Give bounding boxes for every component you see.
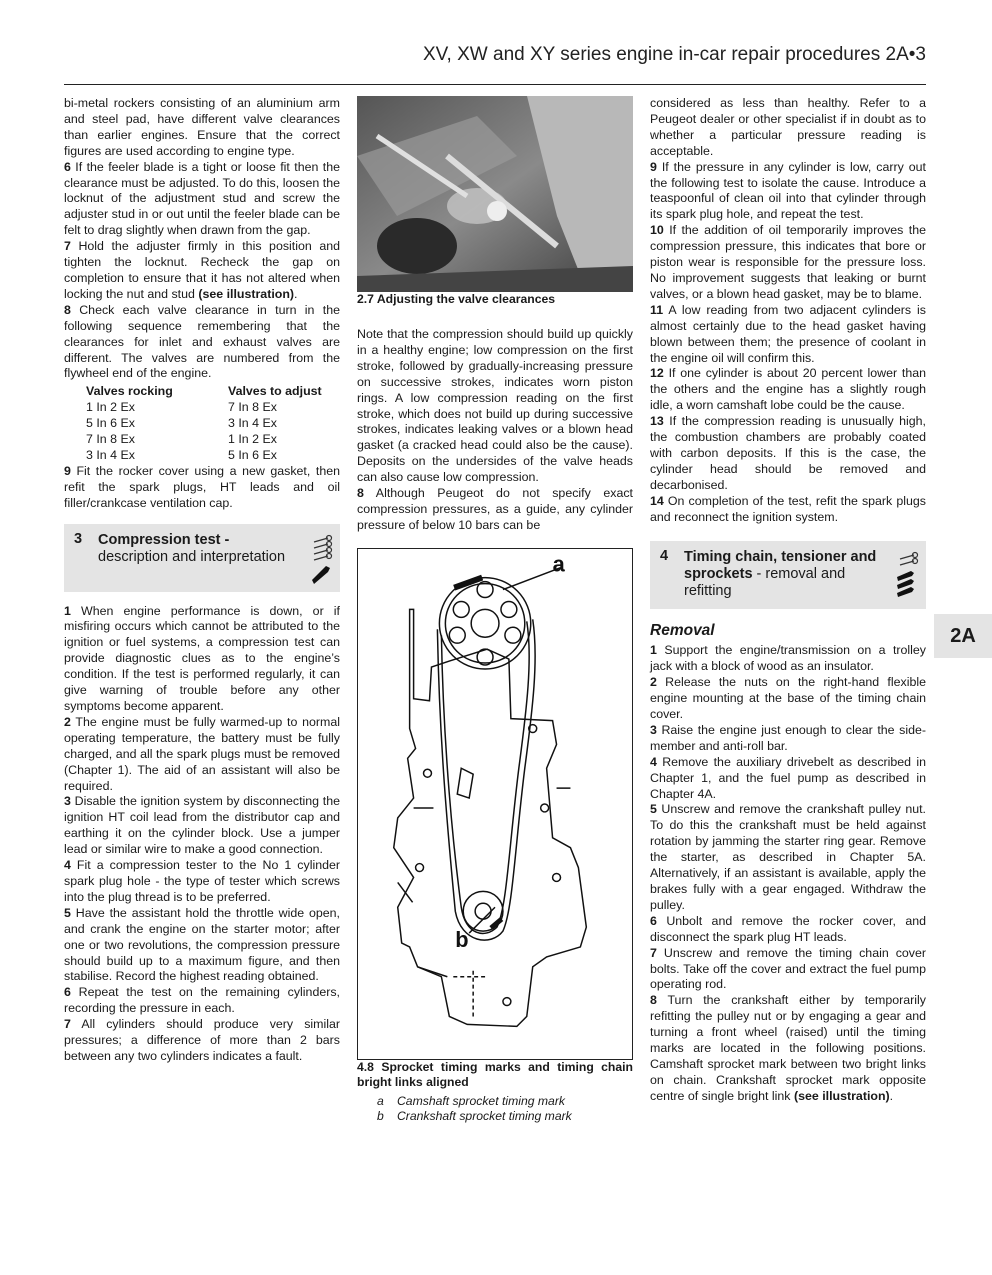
paragraph: considered as less than healthy. Refer to a Peugeot dealer or other specialist if in doubt as to whether a particular pressure reading is acceptable.	[650, 96, 926, 158]
paragraph: 6 If the feeler blade is a tight or loose fit then the clearance must be adjusted. To do this, loosen the locknut of the adjustment stud and screw the adjuster stud in or out until the feeler blade can be felt to drag slightly when drawn from the gap.	[64, 159, 340, 238]
section-number: 3	[74, 530, 83, 547]
callout-a: a	[552, 551, 565, 577]
table-row: 1 In 2 Ex 7 In 8 Ex	[86, 400, 277, 415]
paragraph: 8 Although Peugeot do not specify exact compression pressures, as a guide, any cylinder pressure of below 10 bars can be	[357, 486, 633, 532]
subheading-removal: Removal	[650, 622, 715, 640]
paragraph: 8 Turn the crankshaft either by temporarily refitting the pulley nut or by engaging a gear and turning a front wheel (raised) until the timing marks are located in the following positions. Camshaft sprocket mark between two bright links on chain. Crankshaft sprocket mark opposite centre of single bright link (see illustration).	[650, 993, 926, 1103]
paragraph: 5 Have the assistant hold the throttle wide open, and crank the engine on the starter motor; after one or two revolutions, the compression pressure should build up to a maximum figure, and then stabilise. Record the highest reading obtained.	[64, 905, 340, 984]
column-right	[650, 96, 926, 1105]
table-header: Valves rocking	[86, 384, 173, 399]
paragraph: 1 When engine performance is down, or if misfiring occurs which cannot be attributed to the ignition or fuel systems, a compression test can provide diagnostic clues as to the engine’s condition. If the test is performed regularly, it can give warning of trouble before any other symptoms become apparent.	[64, 603, 340, 713]
paragraph: 4 Remove the auxiliary drivebelt as described in Chapter 1, and the fuel pump as described in Chapter 4A.	[650, 754, 926, 801]
legend-item: a Camshaft sprocket timing mark	[377, 1093, 565, 1108]
section-title: Timing chain, tensioner and sprockets - removal and refitting	[684, 549, 877, 600]
paragraph: 6 Repeat the test on the remaining cylinders, recording the pressure in each.	[64, 985, 340, 1016]
paragraph: 8 Check each valve clearance in turn in the following sequence remembering that the clearances for inlet and exhaust valves are different. The valves are numbered from the flywheel end of the engine.	[64, 302, 340, 381]
section-title: Compression test - description and interpretation	[98, 531, 286, 565]
paragraph: 13 If the compression reading is unusually high, the combustion chambers are probably coated with carbon deposits. If this is the case, the cylinder head should be removed and decarbonised.	[650, 414, 926, 492]
table-header: Valves to adjust	[228, 384, 322, 399]
callout-b: b	[455, 926, 469, 952]
running-head: XV, XW and XY series engine in-car repair procedures 2A•3	[422, 44, 926, 65]
paragraph: 7 All cylinders should produce very similar pressures; a difference of more than 2 bars between any two cylinders indicates a fault.	[64, 1017, 340, 1063]
paragraph: 9 Fit the rocker cover using a new gasket, then refit the spark plugs, HT leads and oil filler/crankcase ventilation cap.	[64, 463, 340, 510]
paragraph: 10 If the addition of oil temporarily improves the compression pressure, this indicates that bore or piston wear is responsible for the pressure loss. No improvement suggests that leaking or burnt valves, or a blown head gasket, may be to blame.	[650, 223, 926, 301]
column-middle	[357, 96, 633, 1125]
paragraph: 14 On completion of the test, refit the spark plugs and reconnect the ignition system.	[650, 493, 926, 524]
valve-sequence-table	[86, 384, 322, 464]
table-row: 7 In 8 Ex 1 In 2 Ex	[86, 432, 277, 447]
table-row: 5 In 6 Ex 3 In 4 Ex	[86, 416, 277, 431]
section-heading-3	[64, 524, 340, 592]
paragraph: bi-metal rockers consisting of an aluminium arm and steel pad, have different valve clearances than earlier engines. Ensure that the correct figures are used according to engine type.	[64, 96, 340, 158]
section-heading-4	[650, 541, 926, 609]
paragraph: 12 If one cylinder is about 20 percent lower than the others and the engine has a slightly rough idle, a worn camshaft lobe could be the cause.	[650, 366, 926, 413]
paragraph: 2 The engine must be fully warmed-up to normal operating temperature, the battery must be fully charged, and all the spark plugs must be removed (Chapter 1). The aid of an assistant will also be required.	[64, 714, 340, 793]
paragraph: 11 A low reading from two adjacent cylinders is almost certainly due to the head gasket having blown between them; the presence of coolant in the engine oil will confirm this.	[650, 302, 926, 365]
legend-item: b Crankshaft sprocket timing mark	[377, 1109, 572, 1124]
table-header-row	[86, 384, 322, 400]
table-row: 3 In 4 Ex 5 In 6 Ex	[86, 447, 277, 462]
valve-clearance-photo	[357, 96, 633, 292]
paragraph: 9 If the pressure in any cylinder is low, carry out the following test to isolate the cause. Introduce a teaspoonful of clean oil into that cylinder through its spark plug hole, and repeat the test.	[650, 159, 926, 222]
paragraph: Note that the compression should build up quickly in a healthy engine; low compression on the first stroke, followed by gradually-increasing pressure on successive strokes, indicates worn piston rings. A low compression reading on the first stroke, which does not build up during successive strokes, indicates leaking valves or a blown head gasket (a cracked head could also be the cause). Deposits on the undersides of the valve heads can also cause low compression.	[357, 327, 633, 485]
paragraph: 7 Hold the adjuster firmly in this position and tighten the locknut. Recheck the gap on completion to ensure that it has not altered when locking the nut and stud (see illustration).	[64, 239, 340, 301]
page-header	[64, 40, 926, 85]
diagram-legend	[357, 1094, 633, 1125]
chapter-tab: 2A	[934, 614, 992, 658]
difficulty-spanners-icon	[894, 551, 920, 603]
paragraph: 2 Release the nuts on the right-hand flexible engine mounting at the base of the timing chain cover.	[650, 675, 926, 721]
paragraph: 7 Unscrew and remove the timing chain cover bolts. Take off the cover and extract the fuel pump operating rod.	[650, 945, 926, 992]
diagram-caption: 4.8 Sprocket timing marks and timing chain bright links aligned	[357, 1059, 633, 1089]
paragraph: 5 Unscrew and remove the crankshaft pulley nut. To do this the crankshaft must be held against rotation by jamming the starter ring gear. Remove the starter, as described in Chapter 5A. Alternatively, if an assistant is available, apply the brakes fully with a gear engaged. Withdraw the pulley.	[650, 802, 926, 912]
timing-chain-diagram	[357, 548, 633, 1060]
paragraph: 3 Raise the engine just enough to clear the side-member and anti-roll bar.	[650, 722, 926, 753]
section-number: 4	[660, 548, 669, 565]
paragraph: 6 Unbolt and remove the rocker cover, and disconnect the spark plug HT leads.	[650, 913, 926, 944]
paragraph: 3 Disable the ignition system by disconnecting the ignition HT coil lead from the distributor cap and earthing it on the cylinder block. Use a jumper lead or similar wire to make a good connection.	[64, 794, 340, 857]
difficulty-spanners-icon	[308, 534, 334, 586]
column-left	[64, 96, 340, 1065]
paragraph: 1 Support the engine/transmission on a trolley jack with a block of wood as an insulator.	[650, 643, 926, 674]
paragraph: 4 Fit a compression tester to the No 1 cylinder spark plug hole - the type of tester which screws into the plug thread is to be preferred.	[64, 858, 340, 904]
photo-caption: 2.7 Adjusting the valve clearances	[357, 292, 556, 306]
